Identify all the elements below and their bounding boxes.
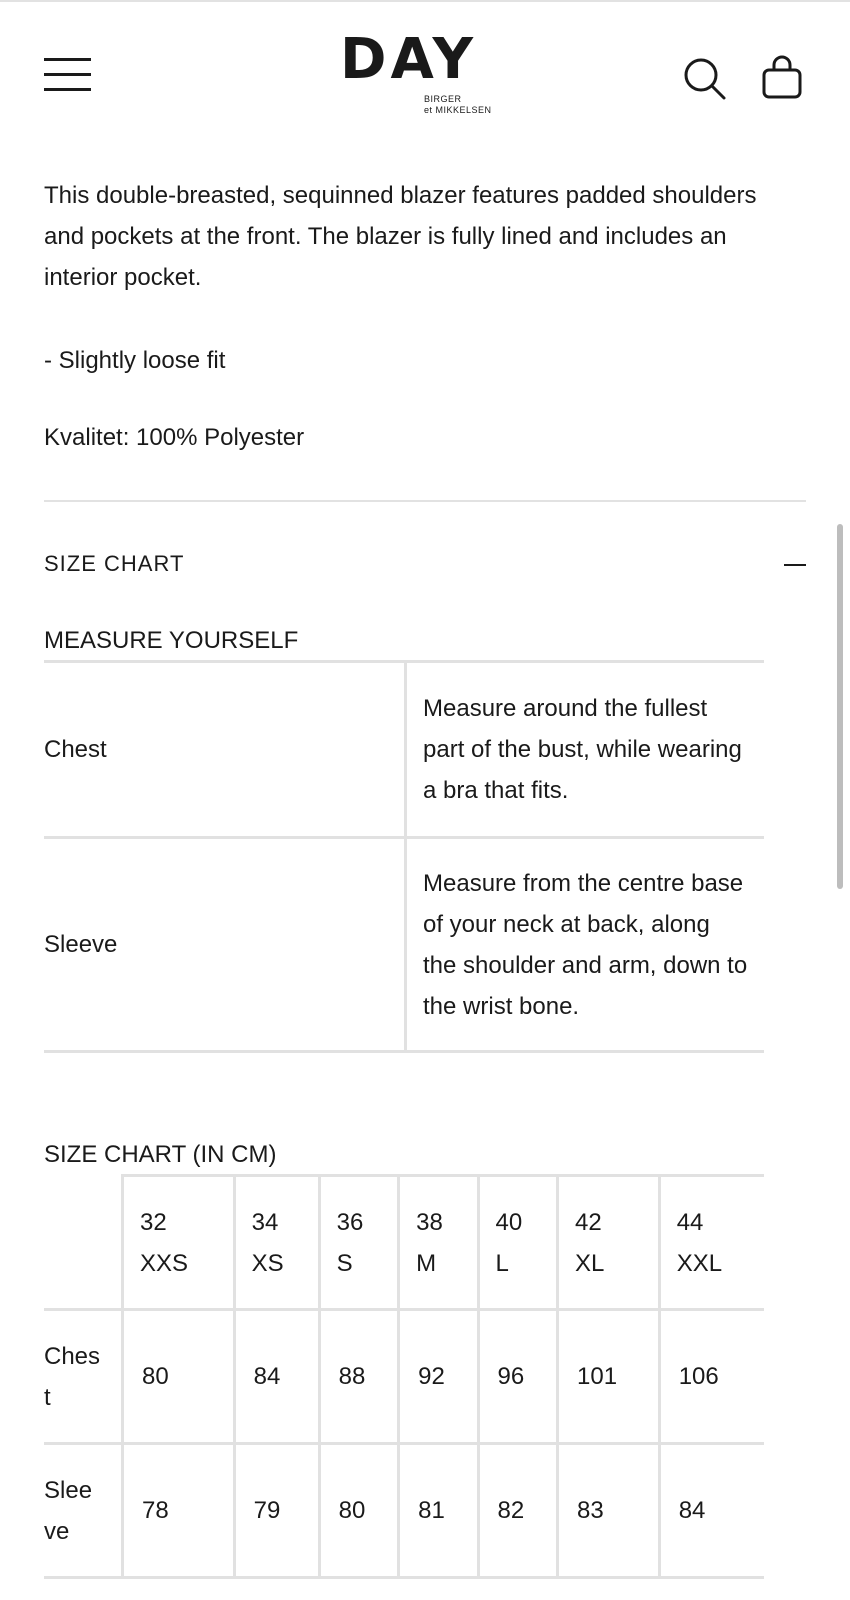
sleeve-value: 81 [399,1444,478,1578]
size-letter: M [416,1249,437,1277]
measure-text-sleeve: Measure from the centre base of your neck at back, along the shoulder and arm, down to the wrist bone. [406,838,765,1052]
row-label-part: t [44,1383,51,1411]
size-letter: L [495,1249,509,1277]
size-header-cell [399,1176,478,1310]
chest-value: 96 [478,1310,557,1444]
sleeve-value: 80 [319,1444,398,1578]
site-header [0,2,850,140]
cart-button[interactable] [760,54,804,100]
size-letter: XS [251,1249,284,1277]
size-chart-table [44,1174,764,1579]
chest-value: 92 [399,1310,478,1444]
hamburger-line [44,73,91,76]
size-chart-accordion-header[interactable] [44,545,806,585]
hamburger-menu-icon [44,58,91,61]
row-label-part: Ches [44,1342,101,1370]
sleeve-value: 82 [478,1444,557,1578]
table-row [44,838,764,1052]
size-number: 44 [676,1208,704,1236]
size-number: 36 [336,1208,364,1236]
sleeve-value: 84 [659,1444,764,1578]
size-chart-title: SIZE CHART (IN CM) [44,1141,277,1168]
measure-yourself-table [44,660,764,1053]
size-header-cell [478,1176,557,1310]
measure-label-sleeve: Sleeve [44,838,406,1052]
measure-yourself-title: MEASURE YOURSELF [44,627,299,654]
measure-text-chest: Measure around the fullest part of the bust, while wearing a bra that fits. [406,662,765,838]
size-header-cell [319,1176,398,1310]
row-label-sleeve [44,1444,123,1578]
table-row [44,1310,764,1444]
logo-sub-line1: BIRGER [424,94,462,104]
chest-value: 80 [123,1310,235,1444]
size-letter: S [336,1249,353,1277]
size-number: 42 [575,1208,602,1236]
table-row [44,662,764,838]
brand-logo[interactable] [340,27,510,130]
size-letter: XL [575,1249,605,1277]
size-header-cell [234,1176,319,1310]
chest-value: 106 [659,1310,764,1444]
logo-wordmark: DAY [340,27,478,92]
row-label-part: Slee [44,1476,93,1504]
chest-value: 88 [319,1310,398,1444]
chest-value: 84 [234,1310,319,1444]
shopping-bag-icon [760,54,804,100]
hamburger-line [44,88,91,91]
size-header-cell [123,1176,235,1310]
table-row [44,1444,764,1578]
size-header-corner [44,1176,123,1310]
size-header-row [44,1176,764,1310]
row-label-chest [44,1310,123,1444]
size-number: 34 [251,1208,279,1236]
search-icon [682,56,728,102]
section-divider [44,500,806,502]
sleeve-value: 78 [123,1444,235,1578]
size-header-cell [558,1176,660,1310]
row-label-part: ve [44,1517,70,1545]
product-fit: - Slightly loose fit [44,347,226,374]
sleeve-value: 83 [558,1444,660,1578]
product-quality: Kvalitet: 100% Polyester [44,424,305,451]
size-header-cell [659,1176,764,1310]
size-chart-accordion-title: SIZE CHART [44,551,185,576]
size-number: 38 [416,1208,443,1236]
logo-sub-line2: et MIKKELSEN [424,105,492,115]
measure-label-chest: Chest [44,662,406,838]
chest-value: 101 [558,1310,660,1444]
size-number: 40 [495,1208,523,1236]
size-letter: XXL [676,1249,723,1277]
collapse-icon[interactable] [784,564,806,566]
logo-subtitle [424,94,492,116]
size-letter: XXS [140,1249,189,1277]
size-number: 32 [140,1208,167,1236]
sleeve-value: 79 [234,1444,319,1578]
product-description: This double-breasted, sequinned blazer features padded shoulders and pockets at the front. The blazer is fully lined and includes an interior pocket. [44,182,757,291]
page-scrollbar[interactable] [837,524,843,889]
menu-button[interactable] [44,58,92,92]
search-button[interactable] [682,56,728,102]
